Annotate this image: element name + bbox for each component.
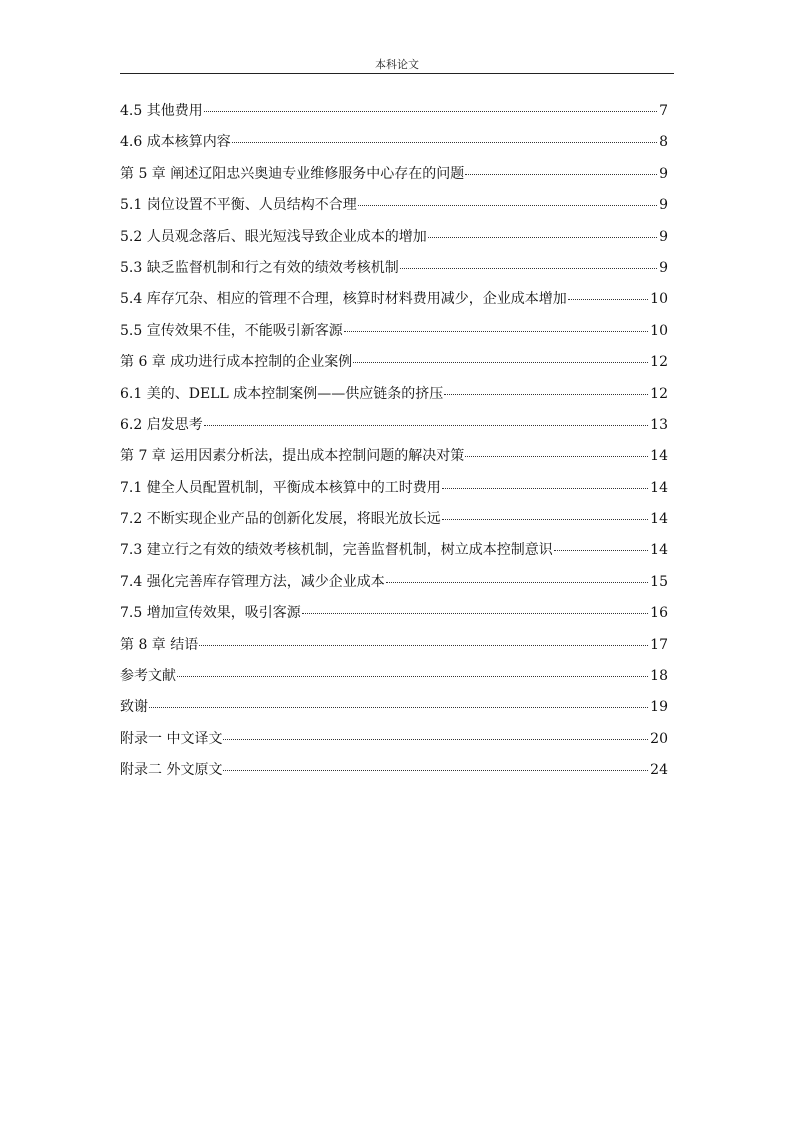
toc-entry-references[interactable] (120, 665, 668, 696)
toc-entry-title: 5.2 人员观念落后、眼光短浅导致企业成本的增加 (120, 228, 427, 245)
toc-entry-title: 附录二 外文原文 (120, 762, 223, 779)
toc-dot-leader (223, 739, 648, 740)
toc-entry-title: 4.6 成本核算内容 (120, 134, 231, 151)
toc-entry-page: 12 (650, 385, 668, 402)
toc-entry-page: 10 (650, 291, 668, 308)
toc-entry-title: 第 6 章 成功进行成本控制的企业案例 (120, 354, 353, 371)
toc-entry-appendix-1[interactable] (120, 728, 668, 759)
toc-entry-5-5[interactable] (120, 320, 668, 351)
toc-entry-7-4[interactable] (120, 571, 668, 602)
toc-entry-page: 12 (650, 354, 668, 371)
toc-entry-page: 17 (650, 636, 668, 653)
toc-entry-page: 14 (650, 542, 668, 559)
toc-entry-chapter-8[interactable] (120, 634, 668, 665)
toc-entry-title: 6.2 启发思考 (120, 416, 203, 433)
toc-entry-page: 20 (650, 730, 668, 747)
toc-entry-title: 附录一 中文译文 (120, 730, 223, 747)
toc-entry-page: 19 (650, 699, 668, 716)
toc-entry-page: 9 (659, 259, 668, 276)
toc-entry-5-2[interactable] (120, 226, 668, 257)
toc-entry-title: 7.1 健全人员配置机制，平衡成本核算中的工时费用 (120, 479, 441, 496)
toc-entry-chapter-6[interactable] (120, 351, 668, 382)
toc-entry-page: 9 (659, 228, 668, 245)
page-header-title: 本科论文 (375, 58, 419, 71)
toc-entry-title: 4.5 其他费用 (120, 103, 203, 119)
toc-dot-leader (302, 613, 648, 614)
toc-entry-5-1[interactable] (120, 194, 668, 225)
header-divider (120, 73, 674, 74)
table-of-contents (120, 100, 668, 791)
toc-entry-page: 7 (659, 103, 668, 119)
toc-entry-5-4[interactable] (120, 288, 668, 319)
toc-entry-page: 13 (650, 416, 668, 433)
toc-entry-title: 参考文献 (120, 668, 176, 685)
toc-dot-leader (232, 142, 657, 143)
toc-dot-leader (465, 174, 657, 175)
toc-dot-leader (358, 205, 657, 206)
toc-entry-chapter-5[interactable] (120, 163, 668, 194)
toc-entry-6-2[interactable] (120, 414, 668, 445)
toc-entry-page: 18 (650, 668, 668, 685)
toc-entry-page: 14 (650, 448, 668, 465)
toc-dot-leader (204, 425, 648, 426)
toc-entry-page: 15 (650, 573, 668, 590)
toc-dot-leader (400, 268, 657, 269)
toc-entry-7-5[interactable] (120, 602, 668, 633)
toc-dot-leader (444, 394, 648, 395)
toc-entry-page: 14 (650, 511, 668, 528)
toc-entry-chapter-7[interactable] (120, 445, 668, 476)
toc-entry-title: 5.1 岗位设置不平衡、人员结构不合理 (120, 197, 357, 214)
toc-entry-title: 6.1 美的、DELL 成本控制案例——供应链条的挤压 (120, 385, 444, 402)
toc-entry-title: 7.2 不断实现企业产品的创新化发展，将眼光放长远 (120, 511, 441, 528)
toc-dot-leader (204, 111, 657, 112)
toc-dot-leader (344, 331, 648, 332)
toc-dot-leader (568, 299, 648, 300)
toc-entry-page: 8 (659, 134, 668, 151)
toc-entry-title: 7.4 强化完善库存管理方法，减少企业成本 (120, 573, 385, 590)
toc-dot-leader (428, 237, 657, 238)
toc-entry-7-1[interactable] (120, 477, 668, 508)
toc-entry-title: 7.5 增加宣传效果，吸引客源 (120, 605, 301, 622)
toc-dot-leader (353, 362, 648, 363)
toc-entry-appendix-2[interactable] (120, 759, 668, 790)
toc-entry-6-1[interactable] (120, 383, 668, 414)
toc-dot-leader (442, 519, 648, 520)
toc-entry-acknowledgements[interactable] (120, 696, 668, 727)
toc-entry-4-5[interactable] (120, 100, 668, 131)
toc-dot-leader (199, 645, 648, 646)
toc-entry-page: 9 (659, 197, 668, 214)
toc-entry-7-2[interactable] (120, 508, 668, 539)
toc-entry-page: 24 (650, 762, 668, 779)
toc-entry-7-3[interactable] (120, 539, 668, 570)
toc-entry-title: 5.3 缺乏监督机制和行之有效的绩效考核机制 (120, 259, 399, 276)
toc-entry-title: 第 8 章 结语 (120, 636, 199, 653)
toc-dot-leader (465, 456, 648, 457)
toc-entry-page: 9 (659, 165, 668, 182)
toc-dot-leader (442, 488, 648, 489)
toc-entry-5-3[interactable] (120, 257, 668, 288)
toc-entry-title: 5.5 宣传效果不佳，不能吸引新客源 (120, 322, 343, 339)
toc-entry-page: 14 (650, 479, 668, 496)
toc-dot-leader (177, 676, 648, 677)
toc-entry-page: 10 (650, 322, 668, 339)
toc-dot-leader (149, 707, 648, 708)
toc-entry-4-6[interactable] (120, 131, 668, 162)
toc-entry-page: 16 (650, 605, 668, 622)
toc-dot-leader (554, 550, 648, 551)
toc-entry-title: 第 7 章 运用因素分析法，提出成本控制问题的解决对策 (120, 448, 465, 465)
toc-entry-title: 致谢 (120, 699, 148, 716)
toc-entry-title: 5.4 库存冗杂、相应的管理不合理，核算时材料费用减少，企业成本增加 (120, 291, 567, 308)
toc-entry-title: 7.3 建立行之有效的绩效考核机制，完善监督机制，树立成本控制意识 (120, 542, 553, 559)
toc-dot-leader (223, 770, 648, 771)
toc-entry-title: 第 5 章 阐述辽阳忠兴奥迪专业维修服务中心存在的问题 (120, 165, 465, 182)
toc-dot-leader (386, 582, 648, 583)
